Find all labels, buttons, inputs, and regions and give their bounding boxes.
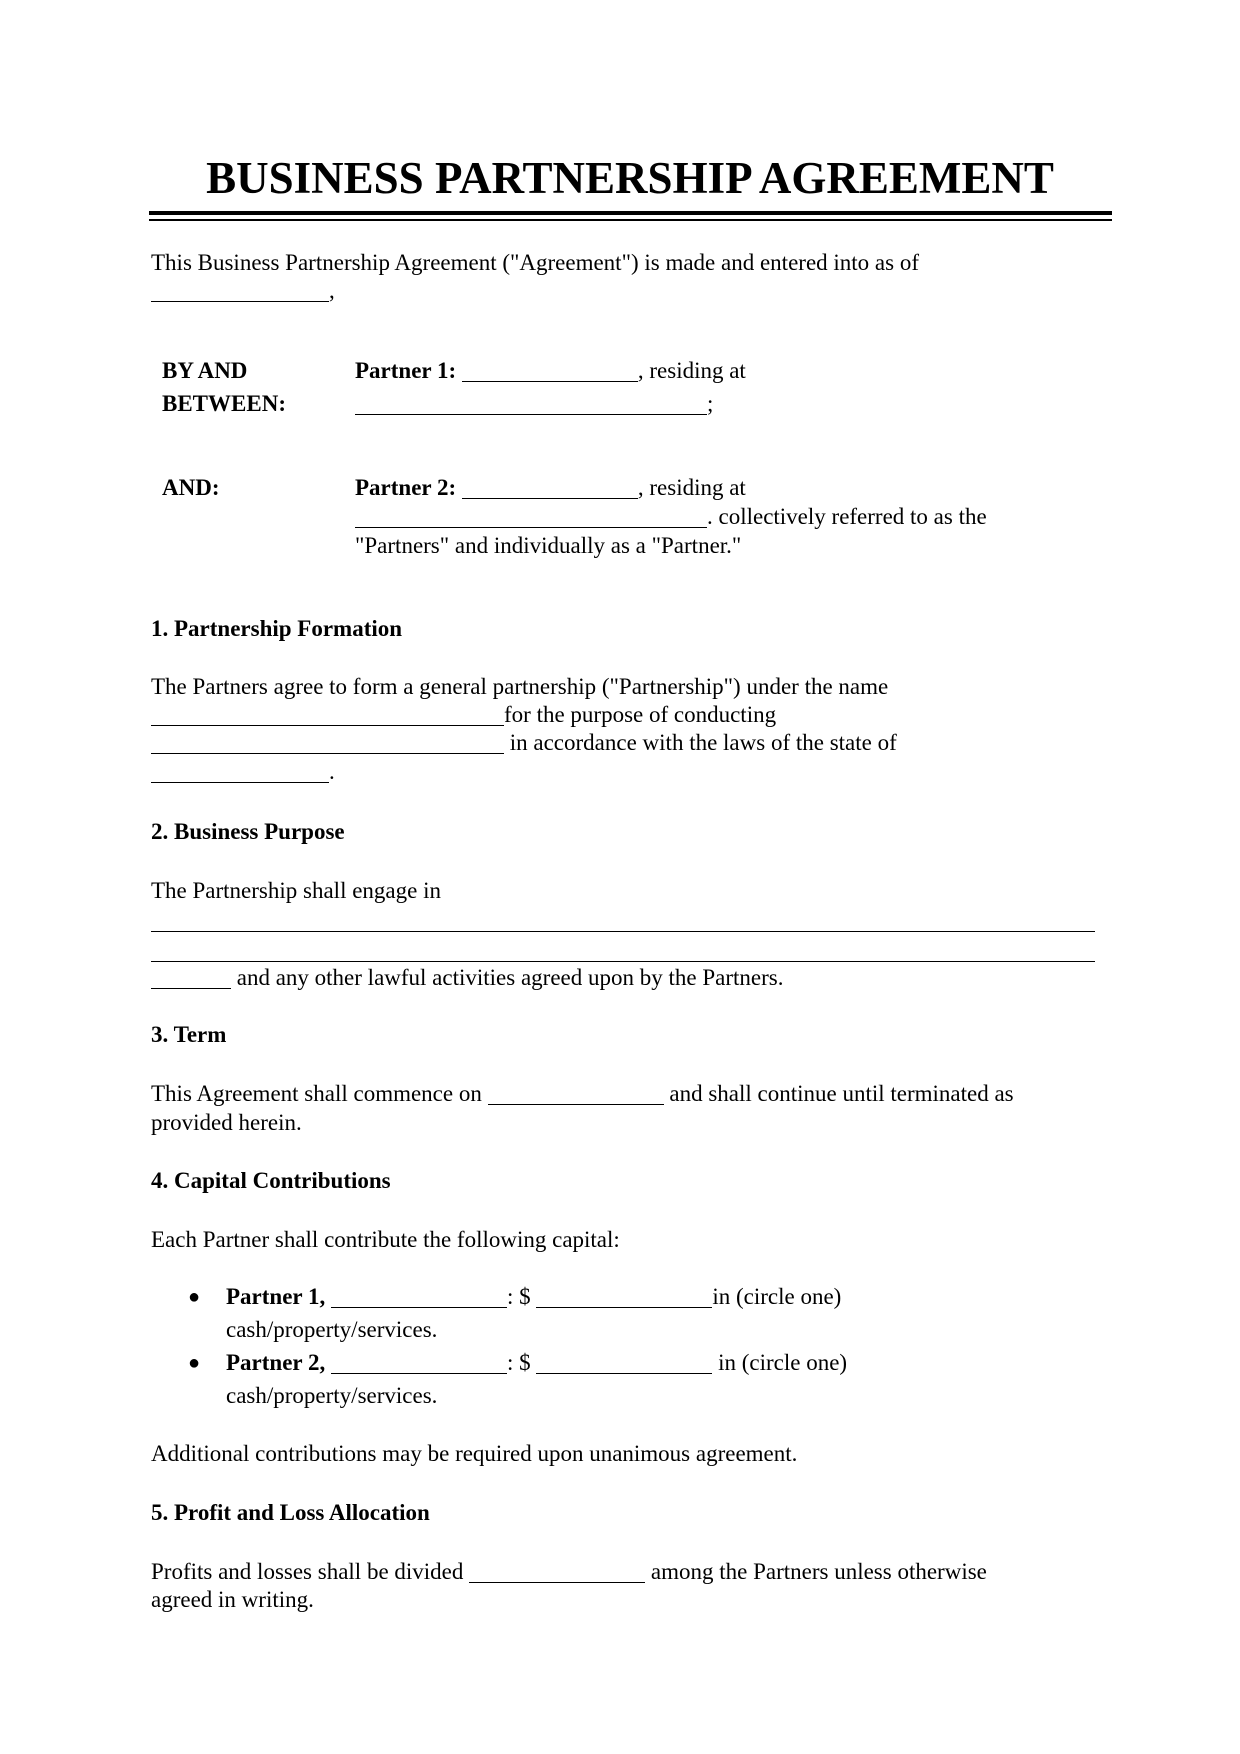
section-3-heading: 3. Term [151,1022,227,1047]
bullet-icon: ● [188,1286,201,1308]
section-1-line-1: The Partners agree to form a general partnership ("Partnership") under the name [151,674,889,699]
partnership-name-blank[interactable] [151,703,504,726]
by-and-label: BY AND [162,358,248,383]
partner1-address-line: ; [355,389,713,418]
business-purpose-blank-3[interactable] [151,966,231,989]
profit-division-blank[interactable] [469,1560,645,1583]
section-2-line-1: The Partnership shall engage in [151,878,441,903]
title-rule-thick [149,211,1112,215]
section-1-line-3: in accordance with the laws of the state of [151,728,897,757]
capital-item-1-options: cash/property/services. [226,1317,438,1342]
section-2-heading: 2. Business Purpose [151,819,345,844]
partner2-capital-amount-blank[interactable] [536,1351,712,1374]
business-purpose-blank-1[interactable] [151,931,1095,932]
and-label: AND: [162,475,220,500]
state-blank[interactable] [151,760,329,783]
agreement-date-blank[interactable] [151,279,329,302]
commence-date-blank[interactable] [488,1082,664,1105]
partner1-label: Partner 1: [355,358,457,383]
partner2-address-line: . collectively referred to as the [355,502,987,531]
bullet-icon: ● [188,1352,201,1374]
partner2-address-blank[interactable] [355,505,707,528]
section-4-line-1: Each Partner shall contribute the following capital: [151,1227,620,1252]
section-2-line-2: and any other lawful activities agreed upon by the Partners. [151,963,783,992]
intro-text: This Business Partnership Agreement ("Agreement") is made and entered into as of [151,250,919,275]
section-1-heading: 1. Partnership Formation [151,616,403,641]
business-conducted-blank[interactable] [151,731,504,754]
partner2-line [355,473,746,502]
section-5-heading: 5. Profit and Loss Allocation [151,1500,430,1525]
section-1-line-2: for the purpose of conducting [151,700,776,729]
section-5-line-1: Profits and losses shall be divided among the Partners unless otherwise [151,1559,987,1584]
between-label: BETWEEN: [162,391,286,416]
additional-contributions: Additional contributions may be required upon unanimous agreement. [151,1441,798,1466]
capital-item-2-options: cash/property/services. [226,1383,438,1408]
partner1-capital-amount-blank[interactable] [536,1285,712,1308]
intro-date-line: , [151,276,335,305]
partner1-name-blank[interactable] [462,359,638,382]
section-4-heading: 4. Capital Contributions [151,1168,391,1193]
partner1-capital-name-blank[interactable] [331,1285,507,1308]
partner2-name-blank[interactable] [462,476,638,499]
section-3-line-1: This Agreement shall commence on and shall continue until terminated as [151,1081,1014,1106]
partner1-line [355,356,746,385]
section-3-line-2: provided herein. [151,1110,302,1135]
section-1-line-4: . [151,757,335,786]
title-rule-thin [149,219,1112,221]
section-5-line-2: agreed in writing. [151,1587,314,1612]
partners-definition: "Partners" and individually as a "Partner." [355,533,742,558]
residing-text: , residing at [637,475,746,500]
capital-item-2: Partner 2, : $ in (circle one) [226,1350,848,1375]
partner1-address-blank[interactable] [355,392,707,415]
partner2-label: Partner 2: [355,475,457,500]
capital-item-1: Partner 1, : $ in (circle one) [226,1284,842,1309]
document-title: BUSINESS PARTNERSHIP AGREEMENT [206,153,1054,203]
partner2-capital-name-blank[interactable] [331,1351,507,1374]
residing-text: , residing at [637,358,746,383]
